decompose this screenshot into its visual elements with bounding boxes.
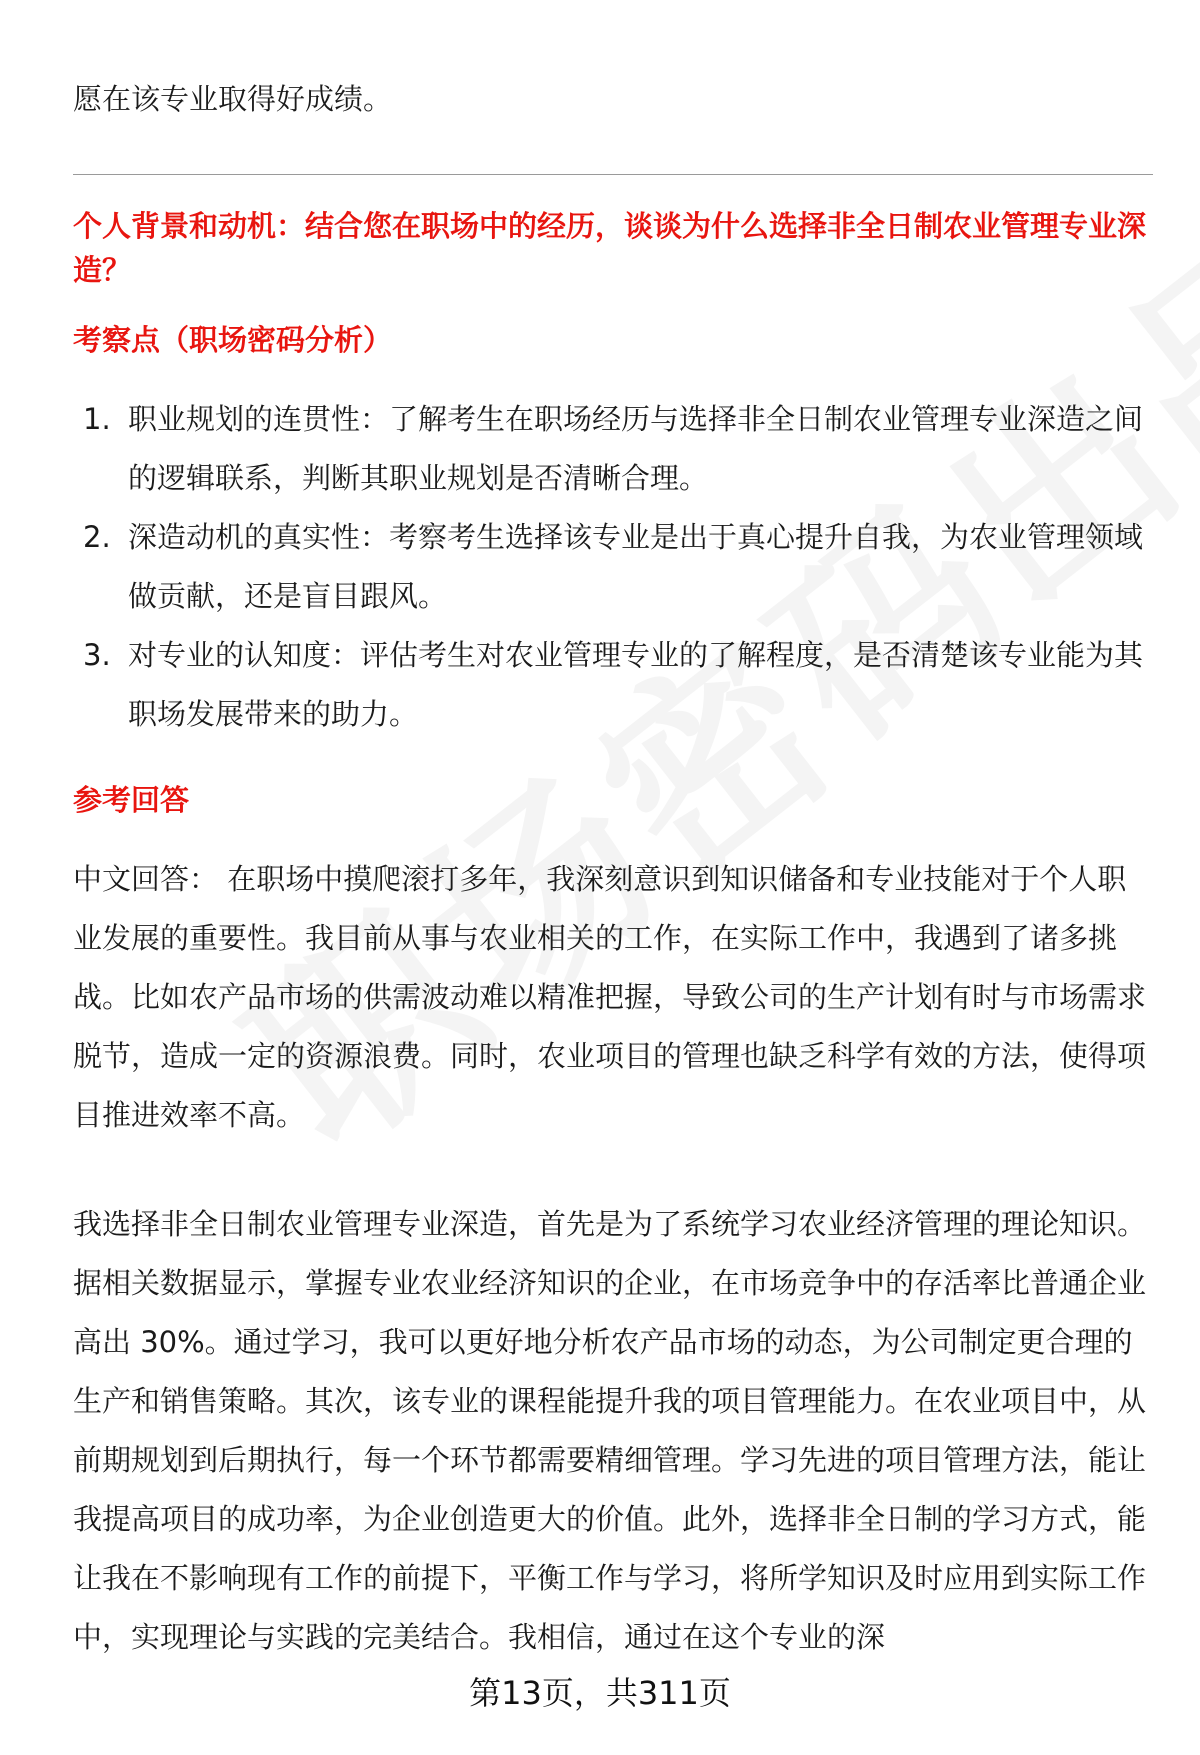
page-number: 第13页，共311页	[469, 1674, 731, 1712]
list-item-number: 3.	[83, 638, 111, 672]
answer-paragraph-1: 中文回答： 在职场中摸爬滚打多年，我深刻意识到知识储备和专业技能对于个人职业发展的重要性。我目前从事与农业相关的工作，在实际工作中，我遇到了诸多挑战。比如农产品市场的供需波动难以精准把握，导致公司的生产计划有时与市场需求脱节，造成一定的资源浪费。同时，农业项目的管理也缺乏科学有效的方法，使得项目推进效率不高。	[73, 862, 1147, 1132]
list-item	[73, 626, 1153, 744]
list-item-text: 对专业的认知度：评估考生对农业管理专业的了解程度，是否清楚该专业能为其职场发展带来的助力。	[128, 638, 1144, 731]
list-item-text: 深造动机的真实性：考察考生选择该专业是出于真心提升自我，为农业管理领域做贡献，还是盲目跟风。	[128, 520, 1144, 613]
question-heading: 个人背景和动机：结合您在职场中的经历，谈谈为什么选择非全日制农业管理专业深造？	[73, 209, 1147, 287]
intro-text: 愿在该专业取得好成绩。	[73, 82, 393, 116]
points-title: 考察点（职场密码分析）	[73, 323, 393, 357]
answer-paragraph-2: 我选择非全日制农业管理专业深造，首先是为了系统学习农业经济管理的理论知识。据相关数据显示，掌握专业农业经济知识的企业，在市场竞争中的存活率比普通企业高出 30%。通过学习，我可以更好地分析农产品市场的动态，为公司制定更合理的生产和销售策略。其次，该专业的课程能提升我的项目管理能力。在农业项目中，从前期规划到后期执行，每一个环节都需要精细管理。学习先进的项目管理方法，能让我提高项目的成功率，为企业创造更大的价值。此外，选择非全日制的学习方式，能让我在不影响现有工作的前提下，平衡工作与学习，将所学知识及时应用到实际工作中，实现理论与实践的完美结合。我相信，通过在这个专业的深	[73, 1207, 1147, 1654]
divider	[73, 174, 1153, 175]
list-item-number: 2.	[83, 520, 111, 554]
points-list	[73, 390, 1153, 744]
list-item-text: 职业规划的连贯性：了解考生在职场经历与选择非全日制农业管理专业深造之间的逻辑联系，判断其职业规划是否清晰合理。	[128, 402, 1144, 495]
list-item-number: 1.	[83, 402, 111, 436]
answer-title: 参考回答	[73, 783, 190, 817]
list-item	[73, 390, 1153, 508]
list-item	[73, 508, 1153, 626]
